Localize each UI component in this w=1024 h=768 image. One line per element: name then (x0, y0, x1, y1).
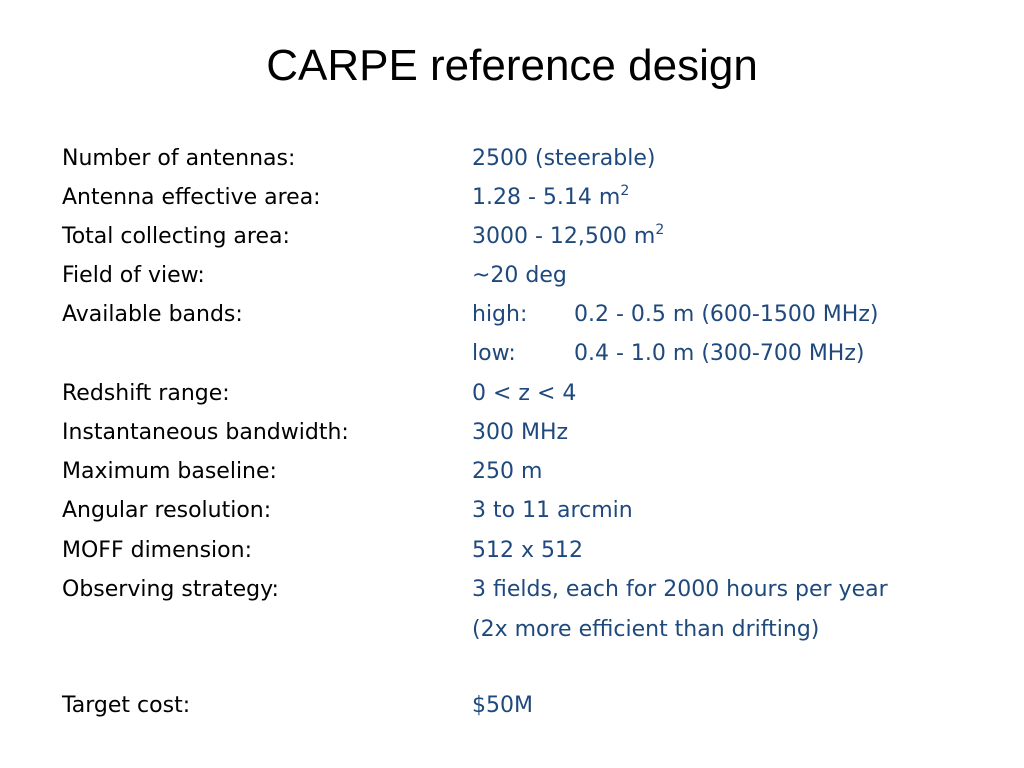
spec-row-antennas (0, 139, 1024, 178)
spec-value: $50M (472, 693, 533, 718)
slide-title: CARPE reference design (266, 41, 758, 90)
spec-row-cost (0, 686, 1024, 725)
superscript: 2 (620, 183, 630, 199)
spec-label: Target cost: (62, 693, 191, 718)
spec-label: Observing strategy: (62, 577, 279, 602)
spec-label: Available bands: (62, 302, 243, 327)
spec-value-continued: (2x more efficient than drifting) (472, 617, 820, 642)
spec-label: Redshift range: (62, 381, 230, 406)
spec-value: 3 fields, each for 2000 hours per year (472, 577, 888, 602)
spec-row-field-of-view (0, 256, 1024, 295)
spec-row-collecting-area (0, 217, 1024, 256)
spec-row-strategy (0, 570, 1024, 609)
spec-label: Angular resolution: (62, 498, 272, 523)
spec-label: Number of antennas: (62, 146, 296, 171)
spec-row-redshift (0, 374, 1024, 413)
spec-row-strategy-cont (0, 610, 1024, 649)
spec-value: ~20 deg (472, 263, 567, 288)
spec-row-resolution (0, 491, 1024, 530)
spec-value: 300 MHz (472, 420, 569, 445)
spec-label: Total collecting area: (62, 224, 290, 249)
spec-row-bandwidth (0, 413, 1024, 452)
spec-label: Field of view: (62, 263, 205, 288)
band-name: high: (472, 302, 528, 327)
spec-row-bands-high (0, 295, 1024, 334)
spec-value: 0 < z < 4 (472, 381, 577, 406)
spec-row-moff (0, 531, 1024, 570)
spec-label: Instantaneous bandwidth: (62, 420, 349, 445)
spec-value-text: 1.28 - 5.14 m (472, 185, 621, 210)
superscript: 2 (655, 222, 665, 238)
spec-value: 3 to 11 arcmin (472, 498, 633, 523)
band-name: low: (472, 341, 516, 366)
spec-value (472, 217, 664, 256)
spec-label: Maximum baseline: (62, 459, 277, 484)
spec-row-bands-low (0, 334, 1024, 373)
spec-value: 512 x 512 (472, 538, 583, 563)
spec-label: MOFF dimension: (62, 538, 252, 563)
spec-value-text: 3000 - 12,500 m (472, 224, 656, 249)
spec-value: 250 m (472, 459, 543, 484)
band-range: 0.4 - 1.0 m (300-700 MHz) (574, 341, 865, 366)
spec-label: Antenna effective area: (62, 185, 321, 210)
spec-value: 2500 (steerable) (472, 146, 656, 171)
band-range: 0.2 - 0.5 m (600-1500 MHz) (574, 302, 879, 327)
spec-row-baseline (0, 452, 1024, 491)
spec-value (472, 178, 629, 217)
spec-row-effective-area (0, 178, 1024, 217)
